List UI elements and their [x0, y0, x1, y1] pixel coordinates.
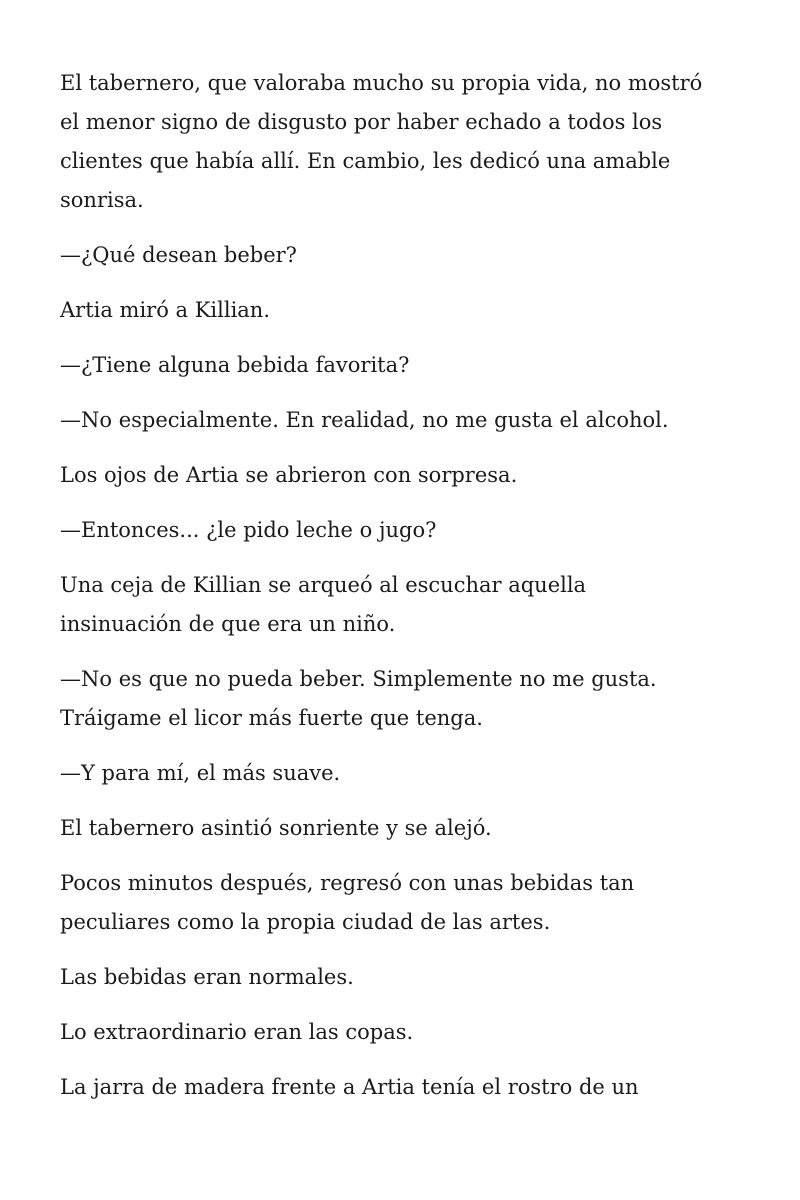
paragraph: La jarra de madera frente a Artia tenía el rostro de un — [60, 1075, 639, 1099]
paragraph: —No especialmente. En realidad, no me gusta el alcohol. — [60, 408, 669, 432]
paragraph: Los ojos de Artia se abrieron con sorpresa. — [60, 463, 518, 487]
paragraph: —Y para mí, el más suave. — [60, 761, 341, 785]
paragraph: —No es que no pueda beber. Simplemente no me gusta. Tráigame el licor más fuerte que tenga. — [60, 667, 657, 730]
document-page — [60, 64, 760, 1123]
paragraph: Artia miró a Killian. — [60, 298, 271, 322]
paragraph: Una ceja de Killian se arqueó al escuchar aquella insinuación de que era un niño. — [60, 573, 587, 636]
paragraph: —Entonces... ¿le pido leche o jugo? — [60, 518, 437, 542]
paragraph: Las bebidas eran normales. — [60, 965, 354, 989]
paragraph: El tabernero asintió sonriente y se alejó. — [60, 816, 492, 840]
paragraph: El tabernero, que valoraba mucho su propia vida, no mostró el menor signo de disgusto por haber echado a todos los clientes que había allí. En cambio, les dedicó una amable sonrisa. — [60, 71, 703, 212]
paragraph: —¿Tiene alguna bebida favorita? — [60, 353, 410, 377]
paragraph: Lo extraordinario eran las copas. — [60, 1020, 414, 1044]
paragraph: —¿Qué desean beber? — [60, 243, 297, 267]
paragraph: Pocos minutos después, regresó con unas bebidas tan peculiares como la propia ciudad de las artes. — [60, 871, 635, 934]
